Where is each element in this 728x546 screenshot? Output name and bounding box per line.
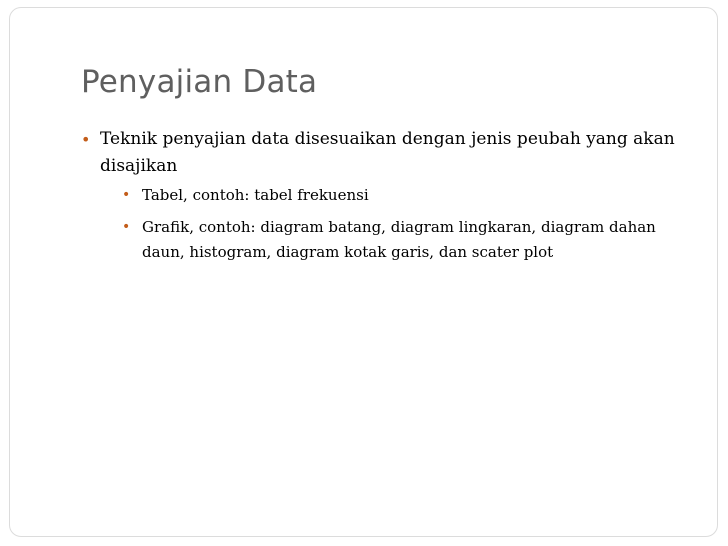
bullet-icon: • <box>122 187 131 203</box>
bullet-icon: • <box>122 219 131 235</box>
bullet-icon: • <box>81 130 91 149</box>
slide-title: Penyajian Data <box>81 64 318 100</box>
sub-bullet-text: Grafik, contoh: diagram batang, diagram lingkaran, diagram dahan daun, histogram, diagram kotak garis, dan scater plot <box>142 218 656 261</box>
sub-bullet-item <box>122 215 681 265</box>
sub-bullet-list <box>122 183 681 265</box>
bullet-item <box>81 126 681 265</box>
sub-bullet-text: Tabel, contoh: tabel frekuensi <box>142 186 369 204</box>
bullet-list <box>81 126 681 265</box>
sub-bullet-item <box>122 183 681 208</box>
bullet-text: Teknik penyajian data disesuaikan dengan jenis peubah yang akan disajikan <box>100 129 675 176</box>
